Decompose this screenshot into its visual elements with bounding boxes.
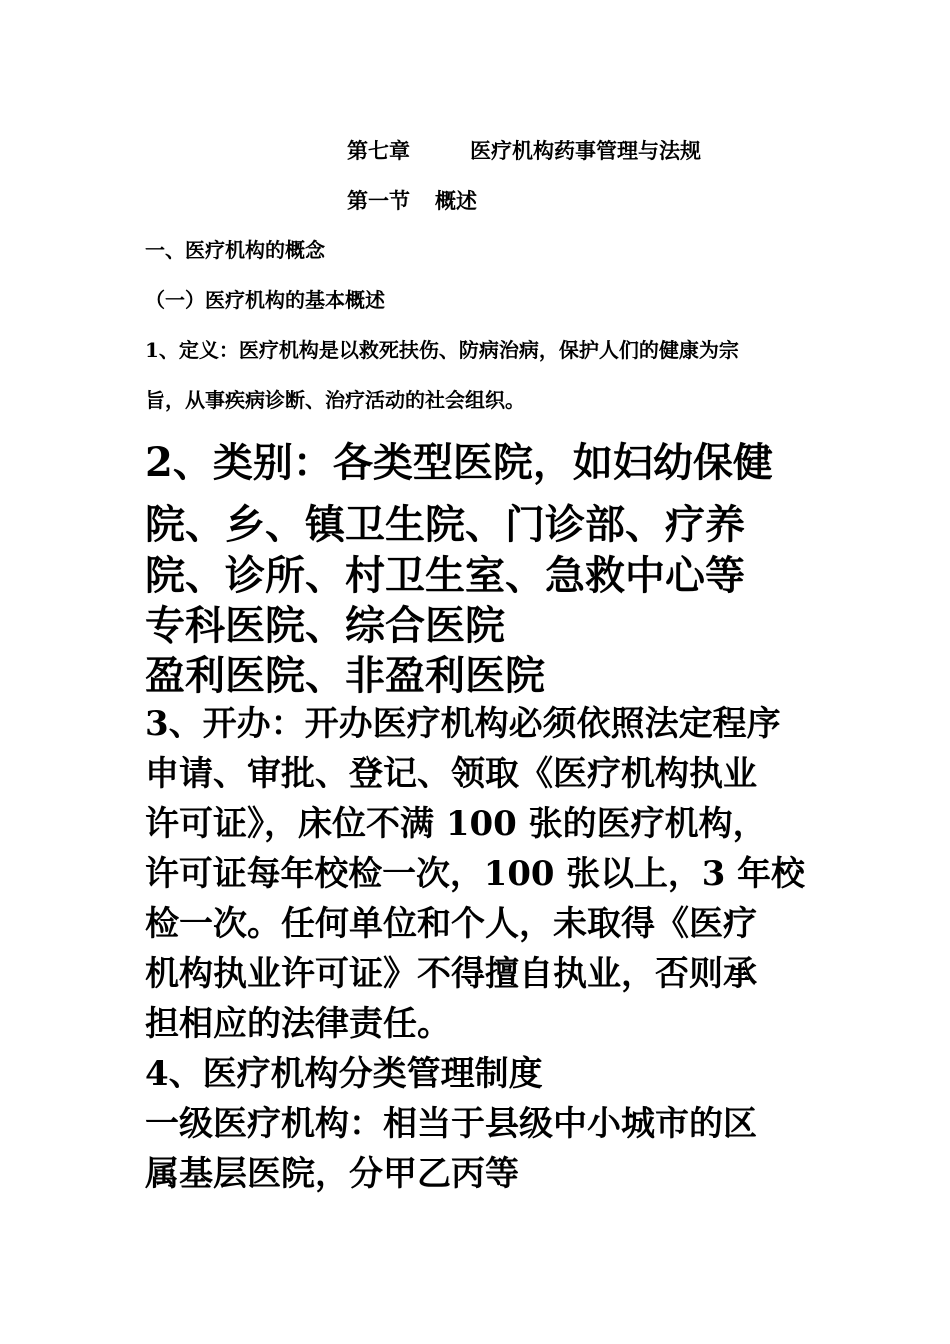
classification-line: 一级医疗机构：相当于县级中小城市的区 <box>145 1104 757 1144</box>
chapter-number: 第七章 <box>347 138 410 163</box>
definition-line: 旨，从事疾病诊断、治疗活动的社会组织。 <box>145 388 525 412</box>
classification-line: 属基层医院，分甲乙丙等 <box>145 1154 519 1194</box>
category-line: 专科医院、综合医院 <box>145 602 505 649</box>
section-title: 概述 <box>435 188 477 213</box>
heading-concept: 一、医疗机构的概念 <box>145 238 325 262</box>
category-line: 院、诊所、村卫生室、急救中心等 <box>145 552 745 599</box>
category-line: 院、乡、镇卫生院、门诊部、疗养 <box>145 501 745 548</box>
opening-line: 担相应的法律责任。 <box>145 1004 451 1044</box>
opening-line: 许可证》，床位不满 100 张的医疗机构， <box>145 804 767 844</box>
heading-overview: （一）医疗机构的基本概述 <box>145 288 385 312</box>
section-number: 第一节 <box>347 188 410 213</box>
opening-line: 3、开办：开办医疗机构必须依照法定程序 <box>145 704 781 744</box>
opening-line: 机构执业许可证》不得擅自执业，否则承 <box>145 954 757 994</box>
opening-line: 检一次。任何单位和个人，未取得《医疗 <box>145 904 757 944</box>
chapter-title: 医疗机构药事管理与法规 <box>470 138 701 163</box>
opening-line: 申请、审批、登记、领取《医疗机构执业 <box>145 754 757 794</box>
definition-line: 1、定义：医疗机构是以救死扶伤、防病治病，保护人们的健康为宗 <box>145 338 739 362</box>
classification-heading: 4、医疗机构分类管理制度 <box>145 1054 543 1094</box>
category-line: 2、类别：各类型医院，如妇幼保健 <box>145 439 773 486</box>
category-line: 盈利医院、非盈利医院 <box>145 652 545 699</box>
opening-line: 许可证每年校检一次，100 张以上，3 年校 <box>145 853 805 893</box>
